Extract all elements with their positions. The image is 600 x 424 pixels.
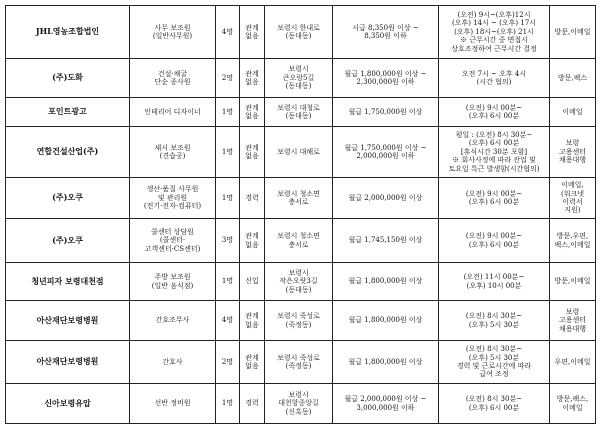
location-cell: [265, 301, 333, 341]
wage-cell: [333, 127, 439, 178]
wage-cell-line: 2,300,000원 이하: [356, 78, 415, 86]
location-cell-line: 보령시: [288, 268, 309, 277]
work-hours-cell-line: ※ 근무시간 중 면접시: [460, 36, 528, 45]
location-cell: [265, 127, 333, 178]
apply-method-cell-line: 팩스,이메일: [554, 240, 591, 249]
location-cell-line: (동대동): [285, 32, 312, 40]
job-title-cell: [130, 301, 216, 341]
experience-cell-line: 경력: [245, 399, 259, 408]
experience-cell: [240, 384, 265, 424]
location-cell-line: (신흑동): [285, 407, 312, 416]
table-row: [6, 98, 596, 127]
experience-cell-line: 없음: [245, 112, 259, 120]
job-title-cell: [130, 263, 216, 301]
apply-method-cell: [550, 6, 596, 59]
wage-cell: [333, 263, 439, 301]
location-cell: [265, 263, 333, 301]
wage-cell-line: 월급 1,800,000원 이상: [348, 357, 423, 366]
job-listing-table: [5, 5, 596, 424]
work-hours-cell-line: (오후) 14시 ~ (오후) 17시: [451, 19, 537, 28]
experience-cell-line: 관계: [245, 23, 259, 32]
company-cell: (주)도화: [6, 59, 130, 98]
job-title-cell: [130, 98, 216, 127]
table-row: [6, 301, 596, 341]
apply-method-cell-line: 우편,이메일: [554, 357, 591, 366]
work-hours-cell-line: (오전) 9시 00분~: [465, 232, 523, 241]
work-hours-cell-line: ※ 회사사정에 따라 잔업 및: [452, 156, 536, 165]
work-hours-cell-line: [휴식시간 30분 포함]: [460, 147, 528, 156]
company-cell: 포인트광고: [6, 98, 130, 127]
work-hours-cell-line: (오전) 9시 00분~: [465, 189, 523, 198]
job-title-cell-line: (전기·전자·컴퓨터): [143, 202, 202, 211]
location-cell-line: (동대동): [285, 82, 312, 91]
company-cell: (주)오쿠: [6, 178, 130, 219]
job-title-cell: [130, 59, 216, 98]
experience-cell: [240, 178, 265, 219]
apply-method-cell-line: 채용대행: [558, 324, 587, 333]
location-cell: [265, 219, 333, 263]
job-title-cell-line: 및 관리원: [157, 193, 188, 202]
apply-method-cell-line: 방문,팩스,: [556, 395, 589, 404]
apply-method-cell: [550, 341, 596, 384]
location-cell-line: 보령시 한내로: [277, 23, 320, 32]
apply-method-cell: [550, 263, 596, 301]
job-title-cell-line: (일반사무원): [152, 32, 193, 40]
job-title-cell: [130, 6, 216, 59]
job-title-cell-line: 생산·품질 사무원: [146, 185, 199, 194]
wage-cell: [333, 219, 439, 263]
work-hours-cell-line: (오전) 9시~(오후)12시: [457, 11, 531, 20]
wage-cell-line: 월급 2,000,000원 이상 ~: [344, 395, 427, 404]
job-title-cell-line: 간호조무사: [155, 316, 190, 325]
location-cell-line: (죽정동): [285, 362, 312, 370]
work-hours-cell: [439, 178, 550, 219]
table-row: [6, 127, 596, 178]
company-cell: 아산재단보령병원: [6, 341, 130, 384]
location-cell-line: 보령시 죽성로: [277, 312, 320, 321]
work-hours-cell-line: (오후) 6시 00분: [468, 403, 520, 412]
work-hours-cell: [439, 98, 550, 127]
experience-cell: [240, 301, 265, 341]
headcount-cell: 1명: [216, 178, 240, 219]
job-title-cell-line: 선반 정비원: [154, 399, 191, 408]
job-title-cell-line: 콜센터 상담원: [151, 227, 194, 236]
work-hours-cell-line: 오전 7시 ~ 오후 4시: [461, 69, 527, 78]
apply-method-cell: [550, 127, 596, 178]
apply-method-cell-line: 이메일: [562, 107, 583, 116]
job-title-cell: [130, 127, 216, 178]
work-hours-cell: [439, 384, 550, 424]
apply-method-cell-line: 이력서: [562, 198, 583, 206]
location-cell: [265, 59, 333, 98]
work-hours-cell-line: 상호조정하여 근무시간 결정: [451, 44, 537, 53]
job-title-cell-line: 섀시 보조원: [154, 143, 191, 152]
job-title-cell: [130, 219, 216, 263]
work-hours-cell: [439, 263, 550, 301]
location-cell: [265, 178, 333, 219]
table-row: [6, 341, 596, 384]
wage-cell: [333, 384, 439, 424]
experience-cell: [240, 263, 265, 301]
job-title-cell: [130, 178, 216, 219]
experience-cell-line: 없음: [245, 78, 259, 86]
job-title-cell-line: 단순 종사원: [154, 78, 191, 86]
headcount-cell: 2명: [216, 341, 240, 384]
location-cell-line: 보령시: [288, 65, 309, 74]
apply-method-cell: [550, 59, 596, 98]
work-hours-cell-line: (오전) 11시 00분~: [463, 273, 525, 282]
location-cell-line: 충서로: [288, 240, 309, 249]
work-hours-cell-line: (오후) 6시 00분: [468, 139, 520, 148]
location-cell-line: 보령시 대해로: [277, 147, 320, 156]
experience-cell-line: 관계: [245, 312, 259, 321]
apply-method-cell-line: 지원): [564, 206, 581, 215]
work-hours-cell-line: (오후) 6시 00분: [468, 240, 520, 249]
table-row: [6, 263, 596, 301]
job-title-cell-line: 건설·채굴: [157, 69, 188, 78]
location-cell-line: 보령시: [288, 390, 309, 399]
experience-cell-line: 관계: [245, 232, 259, 241]
apply-method-cell-line: 보령: [565, 139, 580, 148]
location-cell-line: 작은오랏3길: [279, 277, 318, 286]
work-hours-cell-line: 경력 및 근로시간에 따라: [456, 362, 532, 370]
headcount-cell: 3명: [216, 219, 240, 263]
location-cell: [265, 341, 333, 384]
experience-cell-line: 관계: [245, 143, 259, 152]
wage-cell: [333, 301, 439, 341]
location-cell-line: 대천항중앙길: [278, 399, 319, 408]
apply-method-cell-line: 고용센터: [558, 147, 587, 156]
experience-cell-line: 없음: [245, 362, 259, 370]
wage-cell: [333, 98, 439, 127]
apply-method-cell: [550, 219, 596, 263]
location-cell-line: 보령시 대청로: [277, 103, 320, 112]
apply-method-cell-line: 채용대행: [558, 156, 587, 165]
experience-cell-line: 없음: [245, 152, 259, 160]
company-cell: 아산재단보령병원: [6, 301, 130, 341]
wage-cell-line: 월급 1,800,000원 이상: [348, 277, 423, 286]
experience-cell-line: 관계: [245, 69, 259, 78]
experience-cell-line: 관계: [245, 103, 259, 112]
location-cell-line: (동대동): [285, 285, 312, 294]
wage-cell-line: 3,000,000원 이하: [356, 403, 415, 412]
location-cell-line: 보령시 청소면: [277, 232, 320, 241]
work-hours-cell-line: (오후) 6시 00분: [468, 198, 520, 206]
wage-cell: [333, 178, 439, 219]
wage-cell-line: 2,000,000원 이하: [356, 152, 415, 160]
location-cell: [265, 384, 333, 424]
experience-cell-line: 없음: [245, 320, 259, 329]
headcount-cell: 4명: [216, 301, 240, 341]
company-cell: (주)오쿠: [6, 219, 130, 263]
company-cell: JHL영농조합법인: [6, 6, 130, 59]
apply-method-cell-line: 이메일: [562, 403, 583, 412]
job-title-cell-line: 주방 보조원: [154, 273, 191, 282]
location-cell-line: (죽정동): [285, 320, 312, 329]
experience-cell: [240, 127, 265, 178]
work-hours-cell-line: (오후) 5시 30분: [468, 353, 520, 362]
wage-cell: [333, 6, 439, 59]
apply-method-cell-line: 고용센터: [558, 316, 587, 325]
work-hours-cell-line: (오후) 18시~(오후) 21시: [454, 27, 534, 36]
wage-cell-line: 월급 1,750,000원 이상: [348, 107, 423, 116]
apply-method-cell: [550, 384, 596, 424]
location-cell: [265, 6, 333, 59]
apply-method-cell-line: 보령: [565, 307, 580, 316]
apply-method-cell-line: 이메일,: [561, 181, 584, 190]
work-hours-cell-line: (시간 협의): [476, 78, 512, 86]
apply-method-cell-line: 방문,이메일: [554, 277, 591, 286]
location-cell-line: (동대동): [285, 112, 312, 120]
location-cell-line: 보령시 죽성로: [277, 353, 320, 362]
apply-method-cell-line: (워크넷: [560, 189, 585, 198]
work-hours-cell-line: (오후) 10시 00분: [466, 281, 522, 290]
work-hours-cell-line: (오전) 8시 30분~: [465, 395, 523, 404]
work-hours-cell: [439, 301, 550, 341]
headcount-cell: 1명: [216, 384, 240, 424]
table-body: [6, 6, 596, 424]
headcount-cell: 2명: [216, 59, 240, 98]
work-hours-cell: [439, 127, 550, 178]
table-row: [6, 6, 596, 59]
apply-method-cell: [550, 178, 596, 219]
work-hours-cell-line: (오후) 6시 00분: [468, 112, 520, 120]
headcount-cell: 4명: [216, 6, 240, 59]
apply-method-cell-line: 방문,팩스: [557, 73, 588, 82]
work-hours-cell-line: (오후) 5시 30분: [468, 320, 520, 329]
apply-method-cell: [550, 98, 596, 127]
job-title-cell: [130, 384, 216, 424]
job-title-cell-line: 고객센터·CS센터): [144, 244, 201, 253]
experience-cell: [240, 219, 265, 263]
headcount-cell: 1명: [216, 263, 240, 301]
apply-method-cell-line: 방문,이메일: [554, 27, 591, 36]
table-row: [6, 178, 596, 219]
location-cell-line: 충서로: [288, 198, 309, 206]
table-row: [6, 59, 596, 98]
location-cell-line: 큰오랑5길: [282, 73, 315, 82]
company-cell: 청년피자 보령대천점: [6, 263, 130, 301]
work-hours-cell-line: 급여 조정: [479, 370, 509, 379]
experience-cell: [240, 6, 265, 59]
experience-cell: [240, 341, 265, 384]
wage-cell-line: 시급 8,350원 이상 ~: [352, 23, 419, 32]
table-row: [6, 219, 596, 263]
apply-method-cell-line: 방문,우편,: [556, 232, 589, 241]
experience-cell-line: 관계: [245, 353, 259, 362]
experience-cell: [240, 59, 265, 98]
work-hours-cell: [439, 341, 550, 384]
wage-cell-line: 월급 1,800,000원 이상 ~: [344, 69, 427, 78]
table-row: [6, 384, 596, 424]
apply-method-cell: [550, 301, 596, 341]
wage-cell-line: 월급 1,800,000원 이상: [348, 316, 423, 325]
job-title-cell: [130, 341, 216, 384]
job-title-cell-line: 간호사: [162, 357, 183, 366]
job-title-cell-line: (일반 음식점): [151, 281, 194, 290]
wage-cell: [333, 59, 439, 98]
experience-cell-line: 없음: [245, 240, 259, 249]
company-cell: 연합건설산업(주): [6, 127, 130, 178]
wage-cell-line: 8,350원 이하: [364, 32, 407, 40]
work-hours-cell-line: (오전) 8시 30분~: [465, 345, 523, 354]
wage-cell-line: 월급 1,745,150원 이상: [348, 236, 423, 245]
work-hours-cell: [439, 6, 550, 59]
job-title-cell-line: (콜센터·: [159, 236, 186, 245]
wage-cell-line: 월급 1,750,000원 이상 ~: [344, 143, 427, 152]
experience-cell-line: 없음: [245, 32, 259, 40]
job-title-cell-line: 인테리어 디자이너: [144, 107, 201, 116]
work-hours-cell: [439, 59, 550, 98]
job-title-cell-line: 사무 보조원: [154, 23, 191, 32]
work-hours-cell-line: (오전) 9시 00분~: [465, 103, 523, 112]
location-cell-line: 보령시 청소면: [277, 189, 320, 198]
headcount-cell: 1명: [216, 127, 240, 178]
wage-cell: [333, 341, 439, 384]
location-cell: [265, 98, 333, 127]
experience-cell: [240, 98, 265, 127]
company-cell: 신아보령유압: [6, 384, 130, 424]
headcount-cell: 1명: [216, 98, 240, 127]
work-hours-cell-line: 토요일 특근 발생함(시간협의): [448, 164, 540, 173]
work-hours-cell-line: (오전) 8시 30분~: [465, 312, 523, 321]
work-hours-cell-line: 평일 : (오전) 8시 30분~: [455, 131, 533, 140]
work-hours-cell: [439, 219, 550, 263]
job-title-cell-line: (견습공): [159, 152, 186, 160]
experience-cell-line: 신입: [245, 277, 259, 286]
wage-cell-line: 월급 2,000,000원 이상: [348, 193, 423, 202]
experience-cell-line: 경력: [245, 193, 259, 202]
